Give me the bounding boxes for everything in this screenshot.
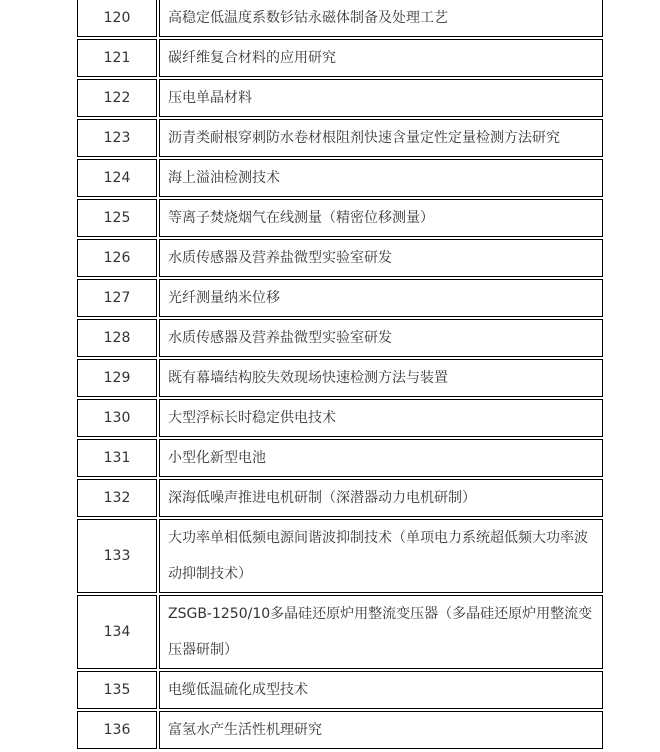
row-title: 大型浮标长时稳定供电技术 — [159, 399, 603, 437]
row-number: 125 — [77, 199, 157, 237]
row-title: 水质传感器及营养盐微型实验室研发 — [159, 239, 603, 277]
row-title: 电缆低温硫化成型技术 — [159, 671, 603, 709]
row-number: 132 — [77, 479, 157, 517]
table-row — [77, 671, 603, 709]
row-title: 沥青类耐根穿刺防水卷材根阻剂快速含量定性定量检测方法研究 — [159, 119, 603, 157]
row-title: 高稳定低温度系数钐钴永磁体制备及处理工艺 — [159, 0, 603, 37]
row-number: 123 — [77, 119, 157, 157]
row-number: 126 — [77, 239, 157, 277]
table-row — [77, 439, 603, 477]
table-row — [77, 319, 603, 357]
row-title: 深海低噪声推进电机研制（深潜器动力电机研制） — [159, 479, 603, 517]
table-row — [77, 399, 603, 437]
row-title: 等离子焚烧烟气在线测量（精密位移测量） — [159, 199, 603, 237]
table-row — [77, 359, 603, 397]
row-number: 131 — [77, 439, 157, 477]
table-row — [77, 159, 603, 197]
row-number: 136 — [77, 711, 157, 749]
row-number: 120 — [77, 0, 157, 37]
row-number: 122 — [77, 79, 157, 117]
table-row — [77, 39, 603, 77]
row-number: 133 — [77, 519, 157, 593]
row-number: 129 — [77, 359, 157, 397]
table-row — [77, 711, 603, 749]
table-row — [77, 79, 603, 117]
table-row — [77, 279, 603, 317]
table-row — [77, 479, 603, 517]
row-title: 小型化新型电池 — [159, 439, 603, 477]
row-title: 碳纤维复合材料的应用研究 — [159, 39, 603, 77]
row-number: 134 — [77, 595, 157, 669]
project-table — [77, 0, 603, 751]
table-row — [77, 199, 603, 237]
row-number: 124 — [77, 159, 157, 197]
table-row — [77, 0, 603, 37]
table-row — [77, 595, 603, 669]
row-number: 127 — [77, 279, 157, 317]
row-title: 光纤测量纳米位移 — [159, 279, 603, 317]
row-title: 压电单晶材料 — [159, 79, 603, 117]
row-number: 121 — [77, 39, 157, 77]
row-number: 130 — [77, 399, 157, 437]
row-title: 既有幕墙结构胶失效现场快速检测方法与装置 — [159, 359, 603, 397]
table-row — [77, 239, 603, 277]
row-title: ZSGB-1250/10多晶硅还原炉用整流变压器（多晶硅还原炉用整流变压器研制） — [159, 595, 603, 669]
row-title: 海上溢油检测技术 — [159, 159, 603, 197]
row-title: 水质传感器及营养盐微型实验室研发 — [159, 319, 603, 357]
table-row — [77, 519, 603, 593]
row-number: 128 — [77, 319, 157, 357]
row-title: 富氢水产生活性机理研究 — [159, 711, 603, 749]
row-number: 135 — [77, 671, 157, 709]
table-row — [77, 119, 603, 157]
row-title: 大功率单相低频电源间谐波抑制技术（单项电力系统超低频大功率波动抑制技术） — [159, 519, 603, 593]
